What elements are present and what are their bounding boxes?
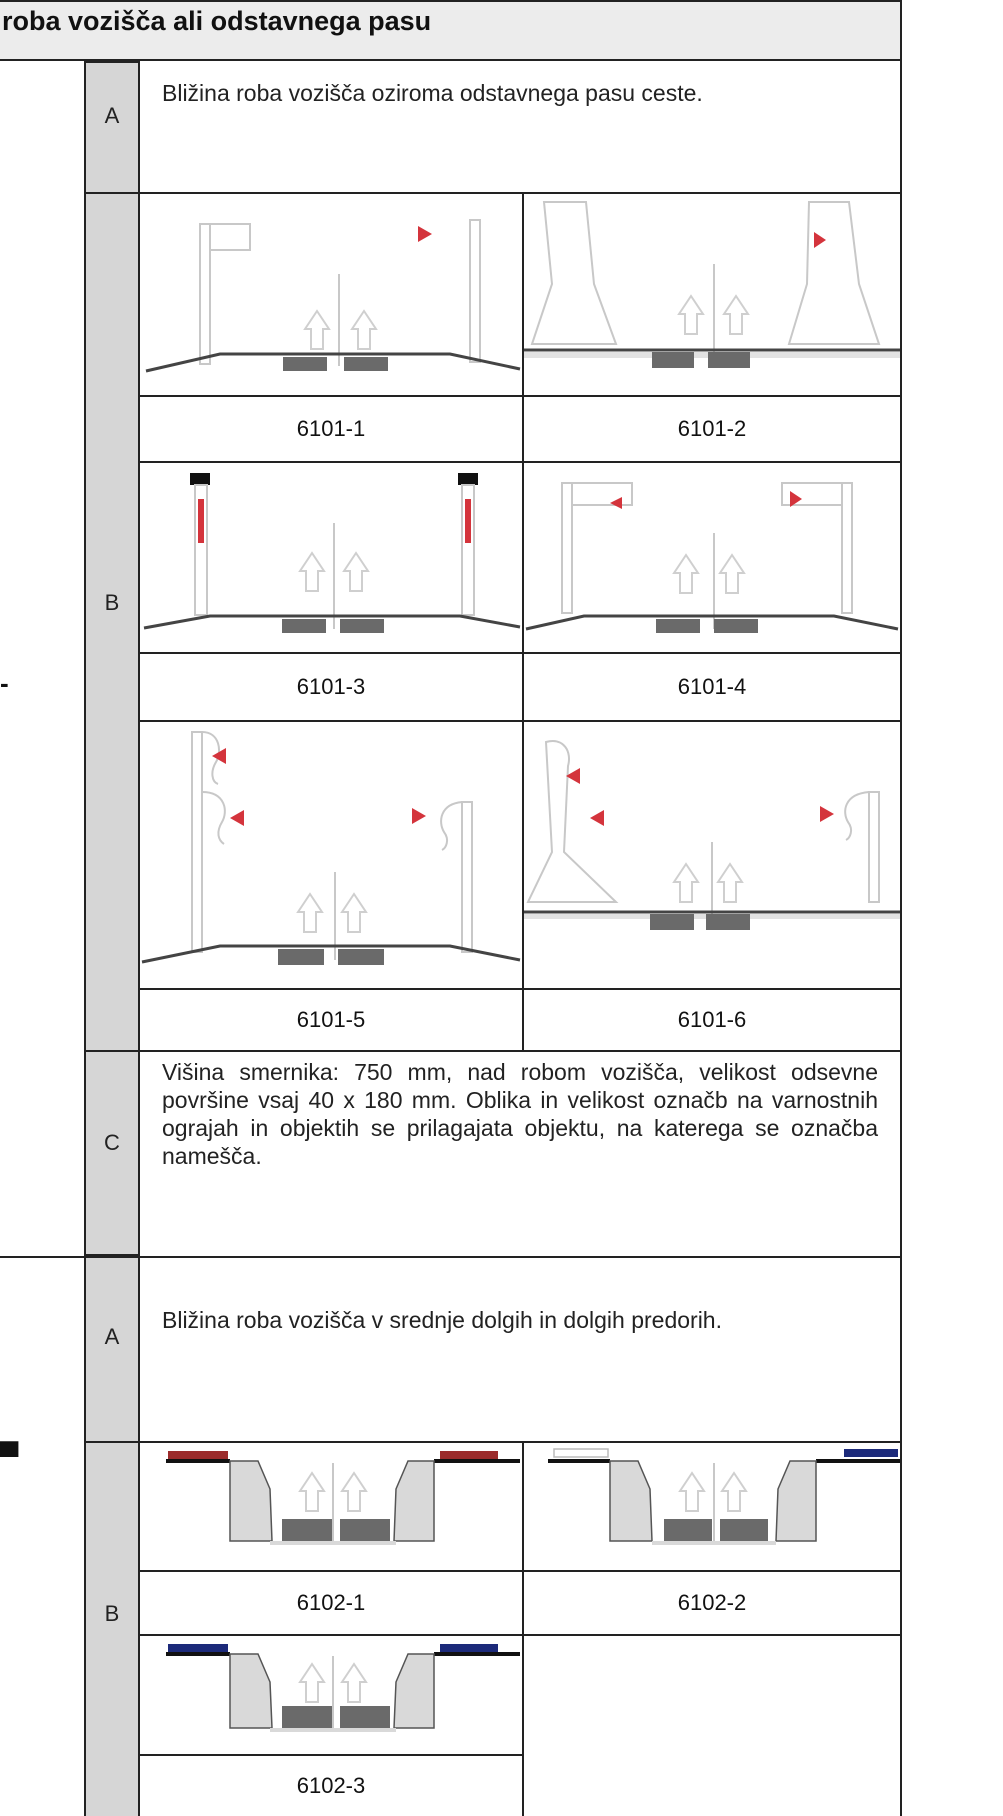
image-cell-6101-5: [138, 720, 524, 990]
row-a-letter: A: [104, 103, 120, 128]
caption-6101-6: 6101-6: [522, 988, 902, 1052]
row2-a-text: Bližina roba vozišča v srednje dolgih in dolgih predorih.: [162, 1307, 722, 1333]
row2-b-letter-cell: [84, 1441, 140, 1816]
caption-6102-1: 6102-1: [138, 1570, 524, 1636]
row-c-letter-cell: [84, 1050, 140, 1256]
row-c-text: Višina smernika: 750 mm, nad robom vozišča, velikost odsevne površine vsaj 40 x 180 mm. Oblika in velikost označb na varnostnih ograjah in objektih se prilagajata objektu, na katerega se označba nameščа.: [162, 1059, 878, 1169]
left-mark-2: ▄: [0, 1425, 19, 1455]
left-divider: [0, 1256, 84, 1258]
row-b-letter: B: [104, 590, 120, 615]
caption-6101-2: 6101-2: [522, 395, 902, 463]
image-cell-6101-6: [522, 720, 902, 990]
row-c-cell: [138, 1050, 902, 1258]
row2-a-cell: [138, 1256, 902, 1443]
image-cell-6101-4: [522, 461, 902, 654]
image-cell-6101-3: [138, 461, 524, 654]
image-cell-6102-3: [138, 1634, 524, 1756]
image-cell-6101-2: [522, 192, 902, 397]
row2-a-letter: A: [104, 1324, 120, 1349]
image-cell-6102-2: [522, 1441, 902, 1572]
image-cell-6101-1: [138, 192, 524, 397]
caption-6101-3: 6101-3: [138, 652, 524, 722]
diagram-6101-2: [524, 194, 900, 395]
row-b-letter-cell: [84, 192, 140, 1052]
row2-b-letter: B: [104, 1601, 120, 1626]
header-title: roba vozišča ali odstavnega pasu: [2, 6, 432, 36]
section-header: [0, 0, 902, 61]
caption-6102-2: 6102-2: [522, 1570, 902, 1636]
row-a-letter-cell: [84, 61, 140, 194]
image-cell-6102-1: [138, 1441, 524, 1572]
diagram-6101-6: [524, 722, 900, 988]
diagram-6101-3: [140, 463, 522, 652]
diagram-6101-5: [140, 722, 522, 988]
row2-a-letter-cell: [84, 1256, 140, 1443]
row-a-text: Bližina roba vozišča oziroma odstavnega pasu ceste.: [162, 80, 703, 106]
row-c-letter: C: [104, 1130, 120, 1155]
caption-6101-1: 6101-1: [138, 395, 524, 463]
row-a-cell: [138, 61, 902, 194]
left-mark-1: -: [0, 668, 9, 698]
diagram-6102-1: [140, 1443, 522, 1570]
diagram-6102-3: [140, 1636, 522, 1754]
caption-6102-3: 6102-3: [138, 1754, 524, 1816]
diagram-6102-2: [524, 1443, 900, 1570]
diagram-6101-1: [140, 194, 522, 395]
empty-cell: [522, 1634, 902, 1816]
diagram-6101-4: [524, 463, 900, 652]
caption-6101-5: 6101-5: [138, 988, 524, 1052]
caption-6101-4: 6101-4: [522, 652, 902, 722]
